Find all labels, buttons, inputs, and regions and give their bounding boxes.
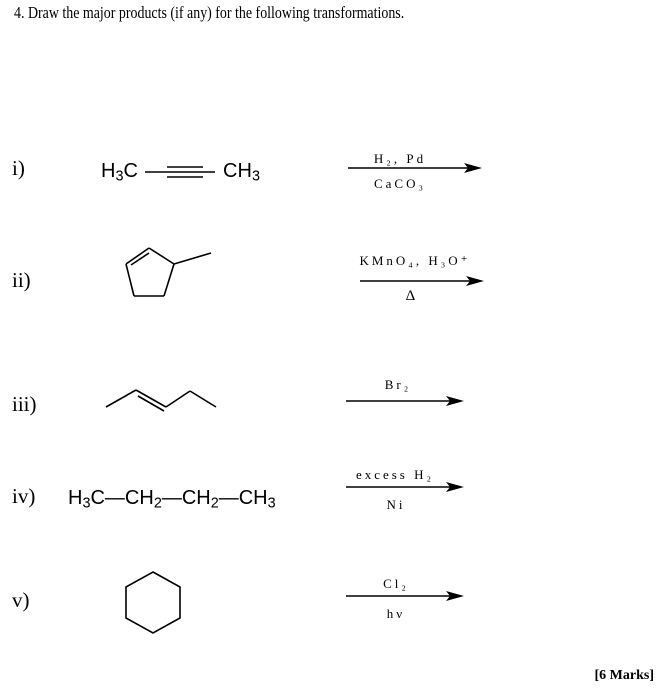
reaction-5-numeral: v): [12, 588, 30, 612]
reaction-5-reagent-above: Cl₂: [383, 576, 409, 591]
reaction-1-substrate: $H_3C$ $CH_3$: [101, 160, 260, 185]
reaction-5-arrow: [346, 590, 464, 602]
reaction-1-arrow: [348, 162, 482, 174]
reaction-4-numeral: iv): [12, 484, 36, 508]
reaction-4-reagent-above: excess H₂: [355, 467, 435, 482]
question-text: 4. Draw the major products (if any) for the following transformations.: [14, 3, 405, 22]
reaction-4-reagent-below: Ni: [386, 497, 406, 512]
reaction-1-reagent-above: H₂, Pd: [373, 151, 427, 166]
reaction-4-substrate: $H_3C—CH_2—CH_2—CH_3$: [68, 487, 276, 512]
marks-label: [6 Marks]: [594, 668, 654, 683]
reaction-4-arrow: [346, 481, 464, 493]
reaction-2-reagent-below: Δ: [405, 288, 419, 304]
reaction-2-numeral: ii): [12, 268, 31, 292]
reaction-1-reagent-below: CaCO₃: [373, 176, 427, 191]
reaction-2-reagent-above: KMnO₄, H₃O⁺: [359, 253, 471, 268]
reaction-5-reagent-below: hν: [386, 606, 406, 621]
2-pentene-structure-icon: [104, 386, 220, 412]
cyclohexane-structure-icon: [124, 570, 184, 636]
reaction-1-numeral: i): [12, 156, 25, 180]
reaction-2-arrow: [360, 275, 484, 287]
reaction-3-arrow: [346, 395, 464, 407]
methylcyclopentene-structure-icon: [118, 246, 218, 310]
reaction-3-numeral: iii): [12, 392, 37, 416]
triple-bond-icon: [145, 164, 215, 180]
reaction-3-reagent-above: Br₂: [384, 377, 412, 392]
